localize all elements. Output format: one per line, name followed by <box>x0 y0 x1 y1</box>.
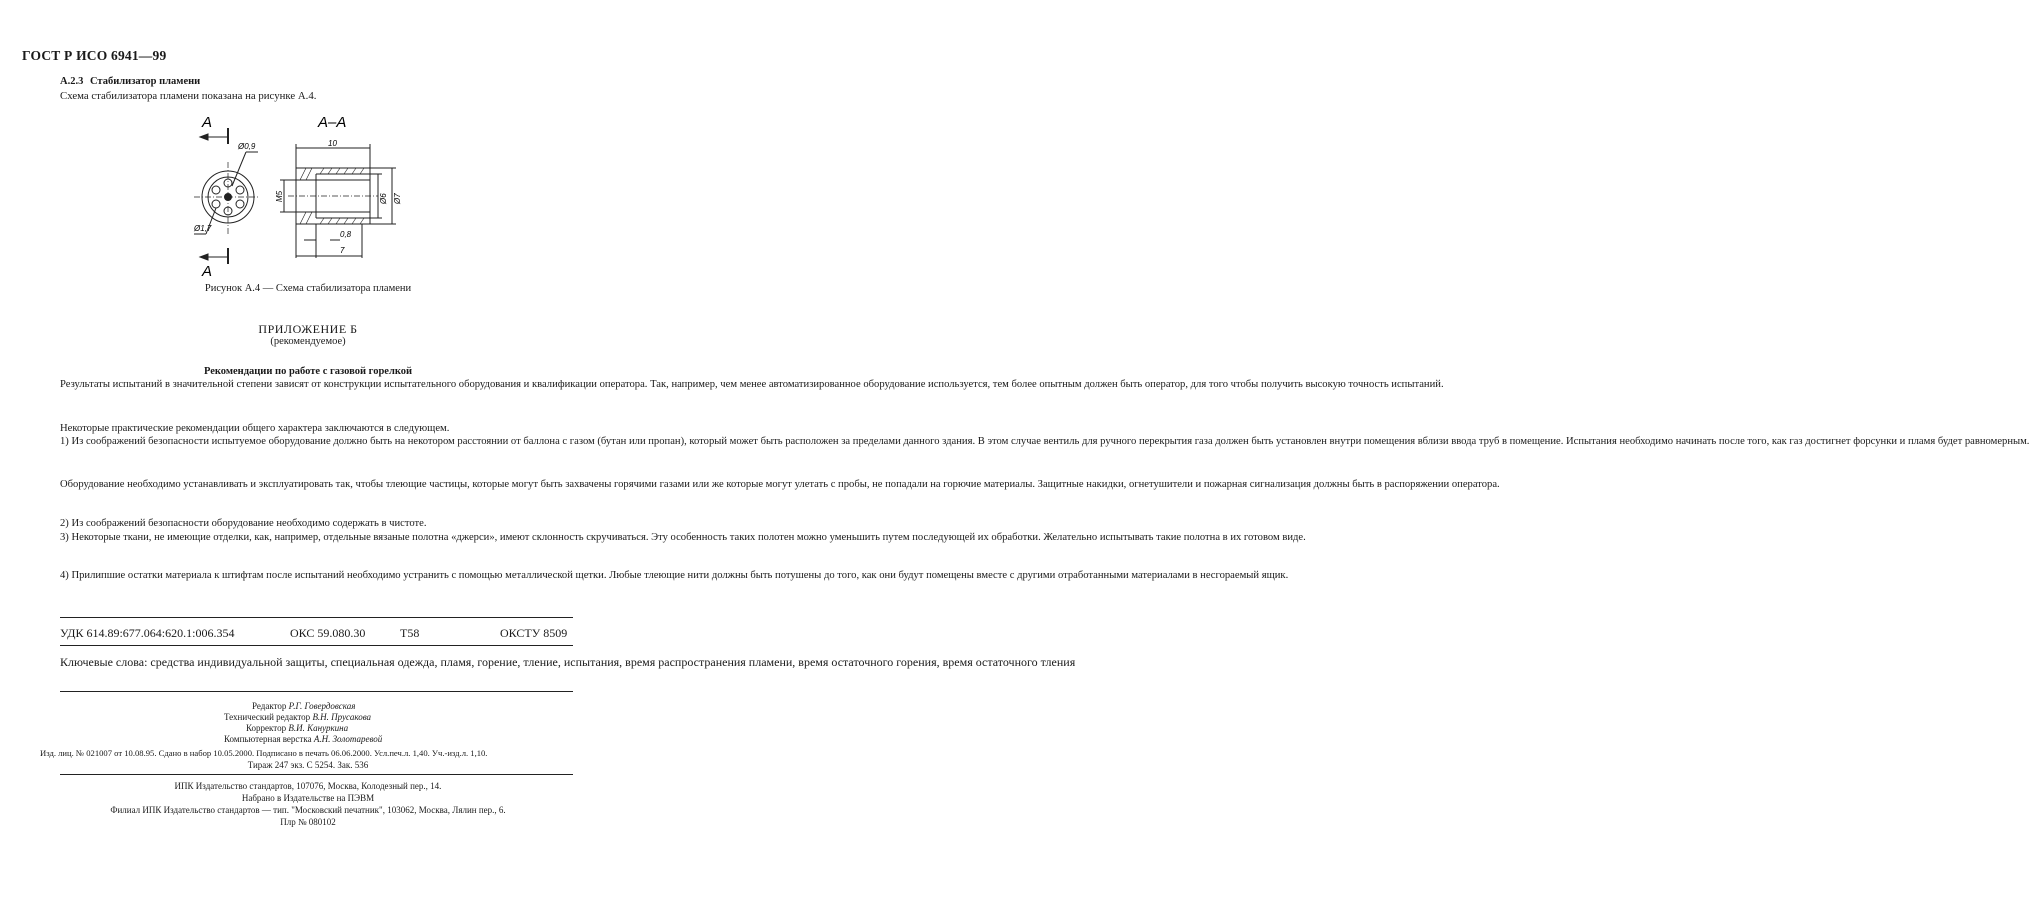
divider-keywords <box>60 691 573 692</box>
okstu-code: ОКСТУ 8509 <box>500 626 568 640</box>
t-code: Т58 <box>400 626 420 640</box>
paragraph-general: Некоторые практические рекомендации общего характера заключаются в следующем. <box>60 423 450 434</box>
publisher-line-4: Плр № 080102 <box>280 817 336 827</box>
dim-len10: 10 <box>328 139 337 148</box>
dim-len7: 7 <box>340 246 345 255</box>
publisher-line-1: ИПК Издательство стандартов, 107076, Москва, Колодезный пер., 14. <box>174 781 442 791</box>
view-label-a-top: А <box>202 114 213 131</box>
appendix-heading: Рекомендации по работе с газовой горелкой <box>203 366 413 377</box>
paragraph-equipment: Оборудование необходимо устанавливать и эксплуатировать так, чтобы тлеющие частицы, которые могут быть захвачены горячими газами или же которые могут улетать с пробы, не попадали на горючие материалы. Защитные накидки, огнетушители и пожарная сигнализация должны быть в распоряжении оператора. <box>60 479 1500 490</box>
udc-code: УДК 614.89:677.064:620.1:006.354 <box>60 626 235 640</box>
paragraph-item-1: 1) Из соображений безопасности испытуемое оборудование должно быть на некотором расстоянии от баллона с газом (бутан или пропан), который может быть расположен за пределами данного здания. В этом случае вентиль для ручного перекрытия газа должен быть установлен внутри помещения вблизи ввода труб в помещение. Испытания необходимо начинать после того, как газ достигнет форсунки и пламя будет равномерным. <box>60 436 2029 447</box>
divider-middle <box>60 645 573 646</box>
publisher-line-3: Филиал ИПК Издательство стандартов — тип. "Московский печатник", 103062, Москва, Лялин пер., 6. <box>110 805 506 815</box>
credit-layout: Компьютерная верстка А.Н. Золотаревой <box>224 734 383 744</box>
appendix-subtitle: (рекомендуемое) <box>270 336 346 347</box>
paragraph-item-4: 4) Прилипшие остатки материала к штифтам после испытаний необходимо устранить с помощью металлической щетки. Любые тлеющие нити должны быть потушены до того, как они будут помещены вместе с другими отработанными материалами в несгораемый ящик. <box>60 570 1289 581</box>
dim-d09: Ø0,9 <box>238 142 256 151</box>
dim-d6: Ø6 <box>379 193 388 204</box>
dim-m5: М5 <box>275 190 284 202</box>
keywords: Ключевые слова: средства индивидуальной защиты, специальная одежда, пламя, горение, тление, испытания, время распространения пламени, время остаточного горения, время остаточного тления <box>60 655 1076 669</box>
view-label-section: А–А <box>318 114 347 131</box>
imprint-line-1: Изд. лиц. № 021007 от 10.08.95. Сдано в набор 10.05.2000. Подписано в печать 06.06.2000. Усл.печ.л. 1,40. Уч.-изд.л. 1,10. <box>40 748 488 758</box>
paragraph-item-3: 3) Некоторые ткани, не имеющие отделки, как, например, отдельные вязаные полотна «джерси», имеют склонность скручиваться. Эту особенность таких полотен можно уменьшить путем последующей их обработки. Желательно испытывать такие полотна в их готовом виде. <box>60 532 1306 543</box>
figure-caption: Рисунок А.4 — Схема стабилизатора пламени <box>204 283 412 294</box>
flame-stabilizer-drawing <box>180 106 410 278</box>
dim-d7: Ø7 <box>393 193 402 204</box>
paragraph-item-2: 2) Из соображений безопасности оборудование необходимо содержать в чистоте. <box>60 518 427 529</box>
divider-bottom <box>60 774 573 775</box>
oks-code: ОКС 59.080.30 <box>290 626 366 640</box>
section-title: Стабилизатор пламени <box>89 76 201 87</box>
dim-len08: 0,8 <box>340 230 352 239</box>
credit-corrector: Корректор В.И. Кануркина <box>246 723 349 733</box>
appendix-title: ПРИЛОЖЕНИЕ Б <box>258 322 358 336</box>
credit-editor: Редактор Р.Г. Говердовская <box>252 701 356 711</box>
divider-top <box>60 617 573 618</box>
publisher-line-2: Набрано в Издательстве на ПЭВМ <box>241 793 375 803</box>
credit-tech-editor: Технический редактор В.Н. Прусакова <box>224 712 372 722</box>
section-text: Схема стабилизатора пламени показана на рисунке А.4. <box>60 90 317 102</box>
imprint-line-2: Тираж 247 экз. С 5254. Зак. 536 <box>247 760 369 770</box>
document-header: ГОСТ Р ИСО 6941—99 <box>22 48 167 63</box>
dim-d17: Ø1,7 <box>194 224 212 233</box>
section-heading <box>60 76 200 87</box>
section-number: А.2.3 <box>60 76 84 87</box>
paragraph-intro: Результаты испытаний в значительной степени зависят от конструкции испытательного оборудования и квалификации оператора. Так, например, чем менее автоматизированное оборудование используется, тем более опытным должен быть оператор, для того чтобы получить высокую точность испытаний. <box>60 379 1444 390</box>
view-label-a-bottom: А <box>202 263 213 280</box>
